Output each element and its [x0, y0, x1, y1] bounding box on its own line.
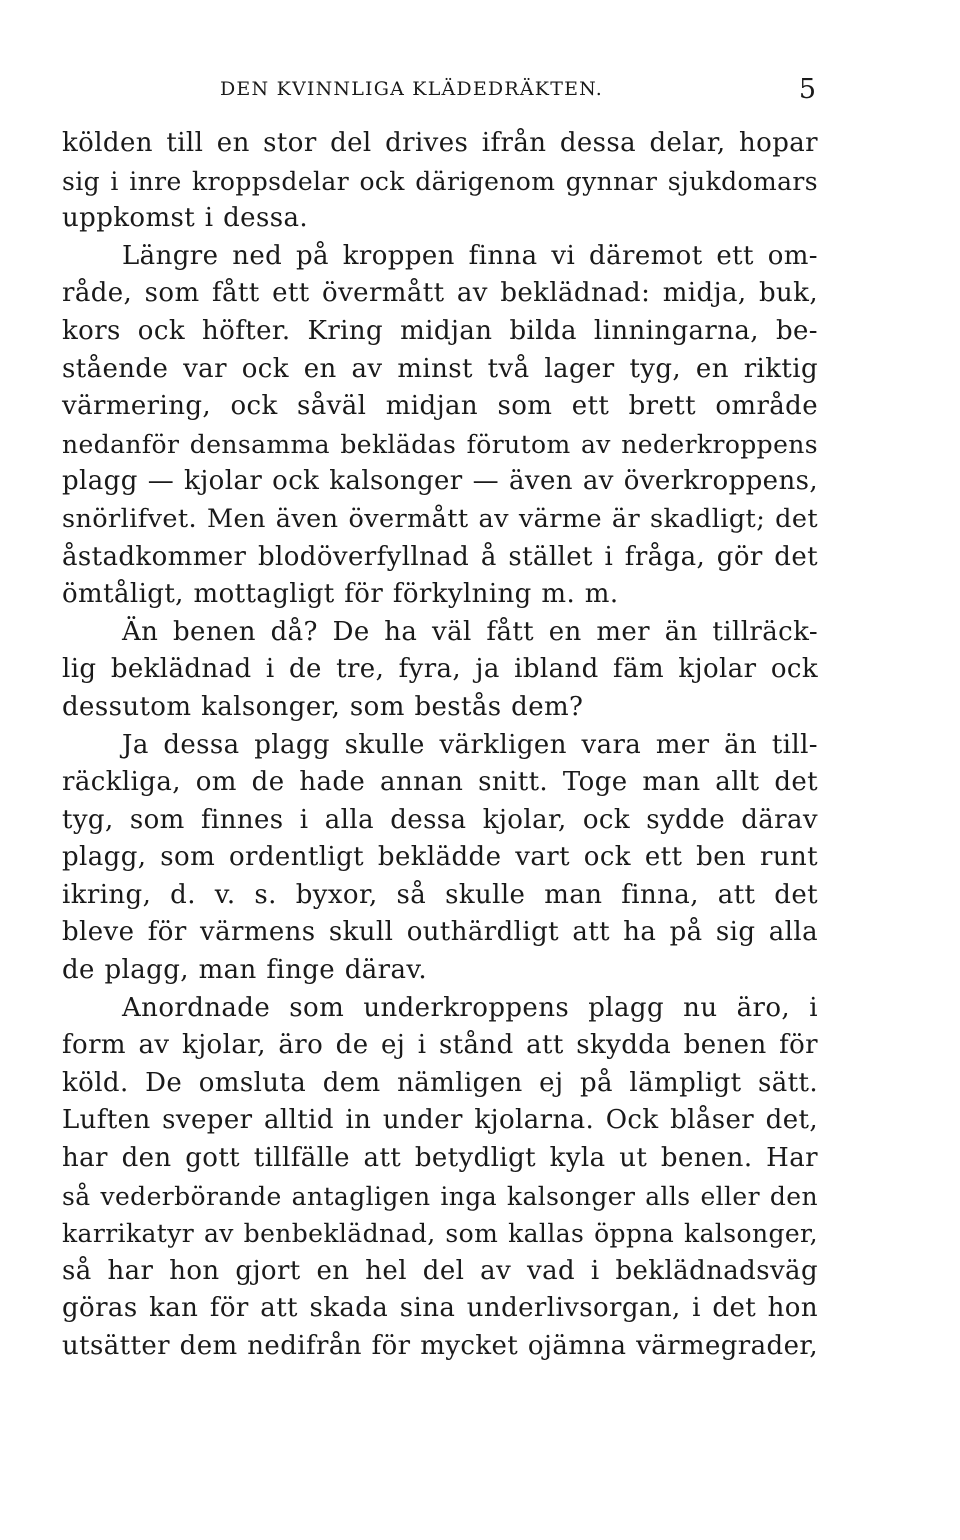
text-line: ömtåligt, mottagligt för förkylning m. m.	[62, 579, 619, 610]
text-line: värmering, ock såväl midjan som ett brett område	[62, 391, 818, 422]
text-line: kölden till en stor del drives ifrån dessa delar, hopar	[62, 128, 818, 158]
text-line: sig i inre kroppsdelar ock därigenom gynnar sjukdomars	[62, 166, 818, 196]
text-line: de plagg, man finge därav.	[62, 955, 428, 986]
text-line: Längre ned på kroppen finna vi däremot ett om-	[122, 240, 818, 271]
text-line: Luften sveper alltid in under kjolarna. Ock blåser det,	[62, 1105, 818, 1136]
text-line: bleve för värmens skull outhärdligt att ha på sig alla	[62, 917, 818, 948]
text-line: plagg, som ordentligt beklädde vart ock ett ben runt	[62, 842, 818, 873]
text-line: dessutom kalsonger, som bestås dem?	[62, 691, 584, 722]
text-line: råde, som fått ett övermått av beklädnad: midja, buk,	[62, 278, 818, 309]
text-line: utsätter dem nedifrån för mycket ojämna värmegrader,	[62, 1331, 818, 1361]
text-line: karrikatyr av benbeklädnad, som kallas öppna kalsonger,	[62, 1219, 818, 1249]
page-number: 5	[798, 74, 816, 105]
running-head	[62, 74, 822, 106]
text-line: plagg — kjolar ock kalsonger — även av överkroppens,	[62, 466, 818, 497]
text-line: stående var ock en av minst två lager tyg, en riktig	[62, 353, 818, 384]
running-title: DEN KVINNLIGA KLÄDEDRÄKTEN.	[220, 78, 603, 100]
text-line: kors ock höfter. Kring midjan bilda linningarna, be-	[62, 315, 818, 346]
body-text	[62, 125, 818, 1366]
text-line: räckliga, om de hade annan snitt. Toge man allt det	[62, 767, 818, 798]
text-line: åstadkommer blodöverfyllnad å stället i fråga, gör det	[62, 541, 818, 572]
text-line: Än benen då? De ha väl fått en mer än tillräck-	[122, 616, 818, 647]
text-line: form av kjolar, äro de ej i stånd att skydda benen för	[62, 1030, 818, 1061]
text-line: Anordnade som underkroppens plagg nu äro, i	[122, 992, 818, 1023]
text-line: så vederbörande antagligen inga kalsonger alls eller den	[62, 1181, 818, 1211]
text-line: köld. De omsluta dem nämligen ej på lämpligt sätt.	[62, 1067, 818, 1098]
text-line: så har hon gjort en hel del av vad i beklädnadsväg	[62, 1255, 818, 1286]
text-line: lig beklädnad i de tre, fyra, ja ibland fäm kjolar ock	[62, 654, 818, 685]
text-line: uppkomst i dessa.	[62, 203, 309, 234]
text-line: göras kan för att skada sina underlivsorgan, i det hon	[62, 1293, 818, 1324]
text-line: snörlifvet. Men även övermått av värme är skadligt; det	[62, 503, 818, 534]
text-line: nedanför densamma beklädas förutom av nederkroppens	[62, 429, 818, 459]
text-line: tyg, som finnes i alla dessa kjolar, ock sydde därav	[62, 804, 818, 835]
text-line: Ja dessa plagg skulle värkligen vara mer än till-	[122, 729, 818, 760]
text-line: har den gott tillfälle att betydligt kyla ut benen. Har	[62, 1143, 818, 1174]
text-line: ikring, d. v. s. byxor, så skulle man finna, att det	[62, 879, 818, 910]
